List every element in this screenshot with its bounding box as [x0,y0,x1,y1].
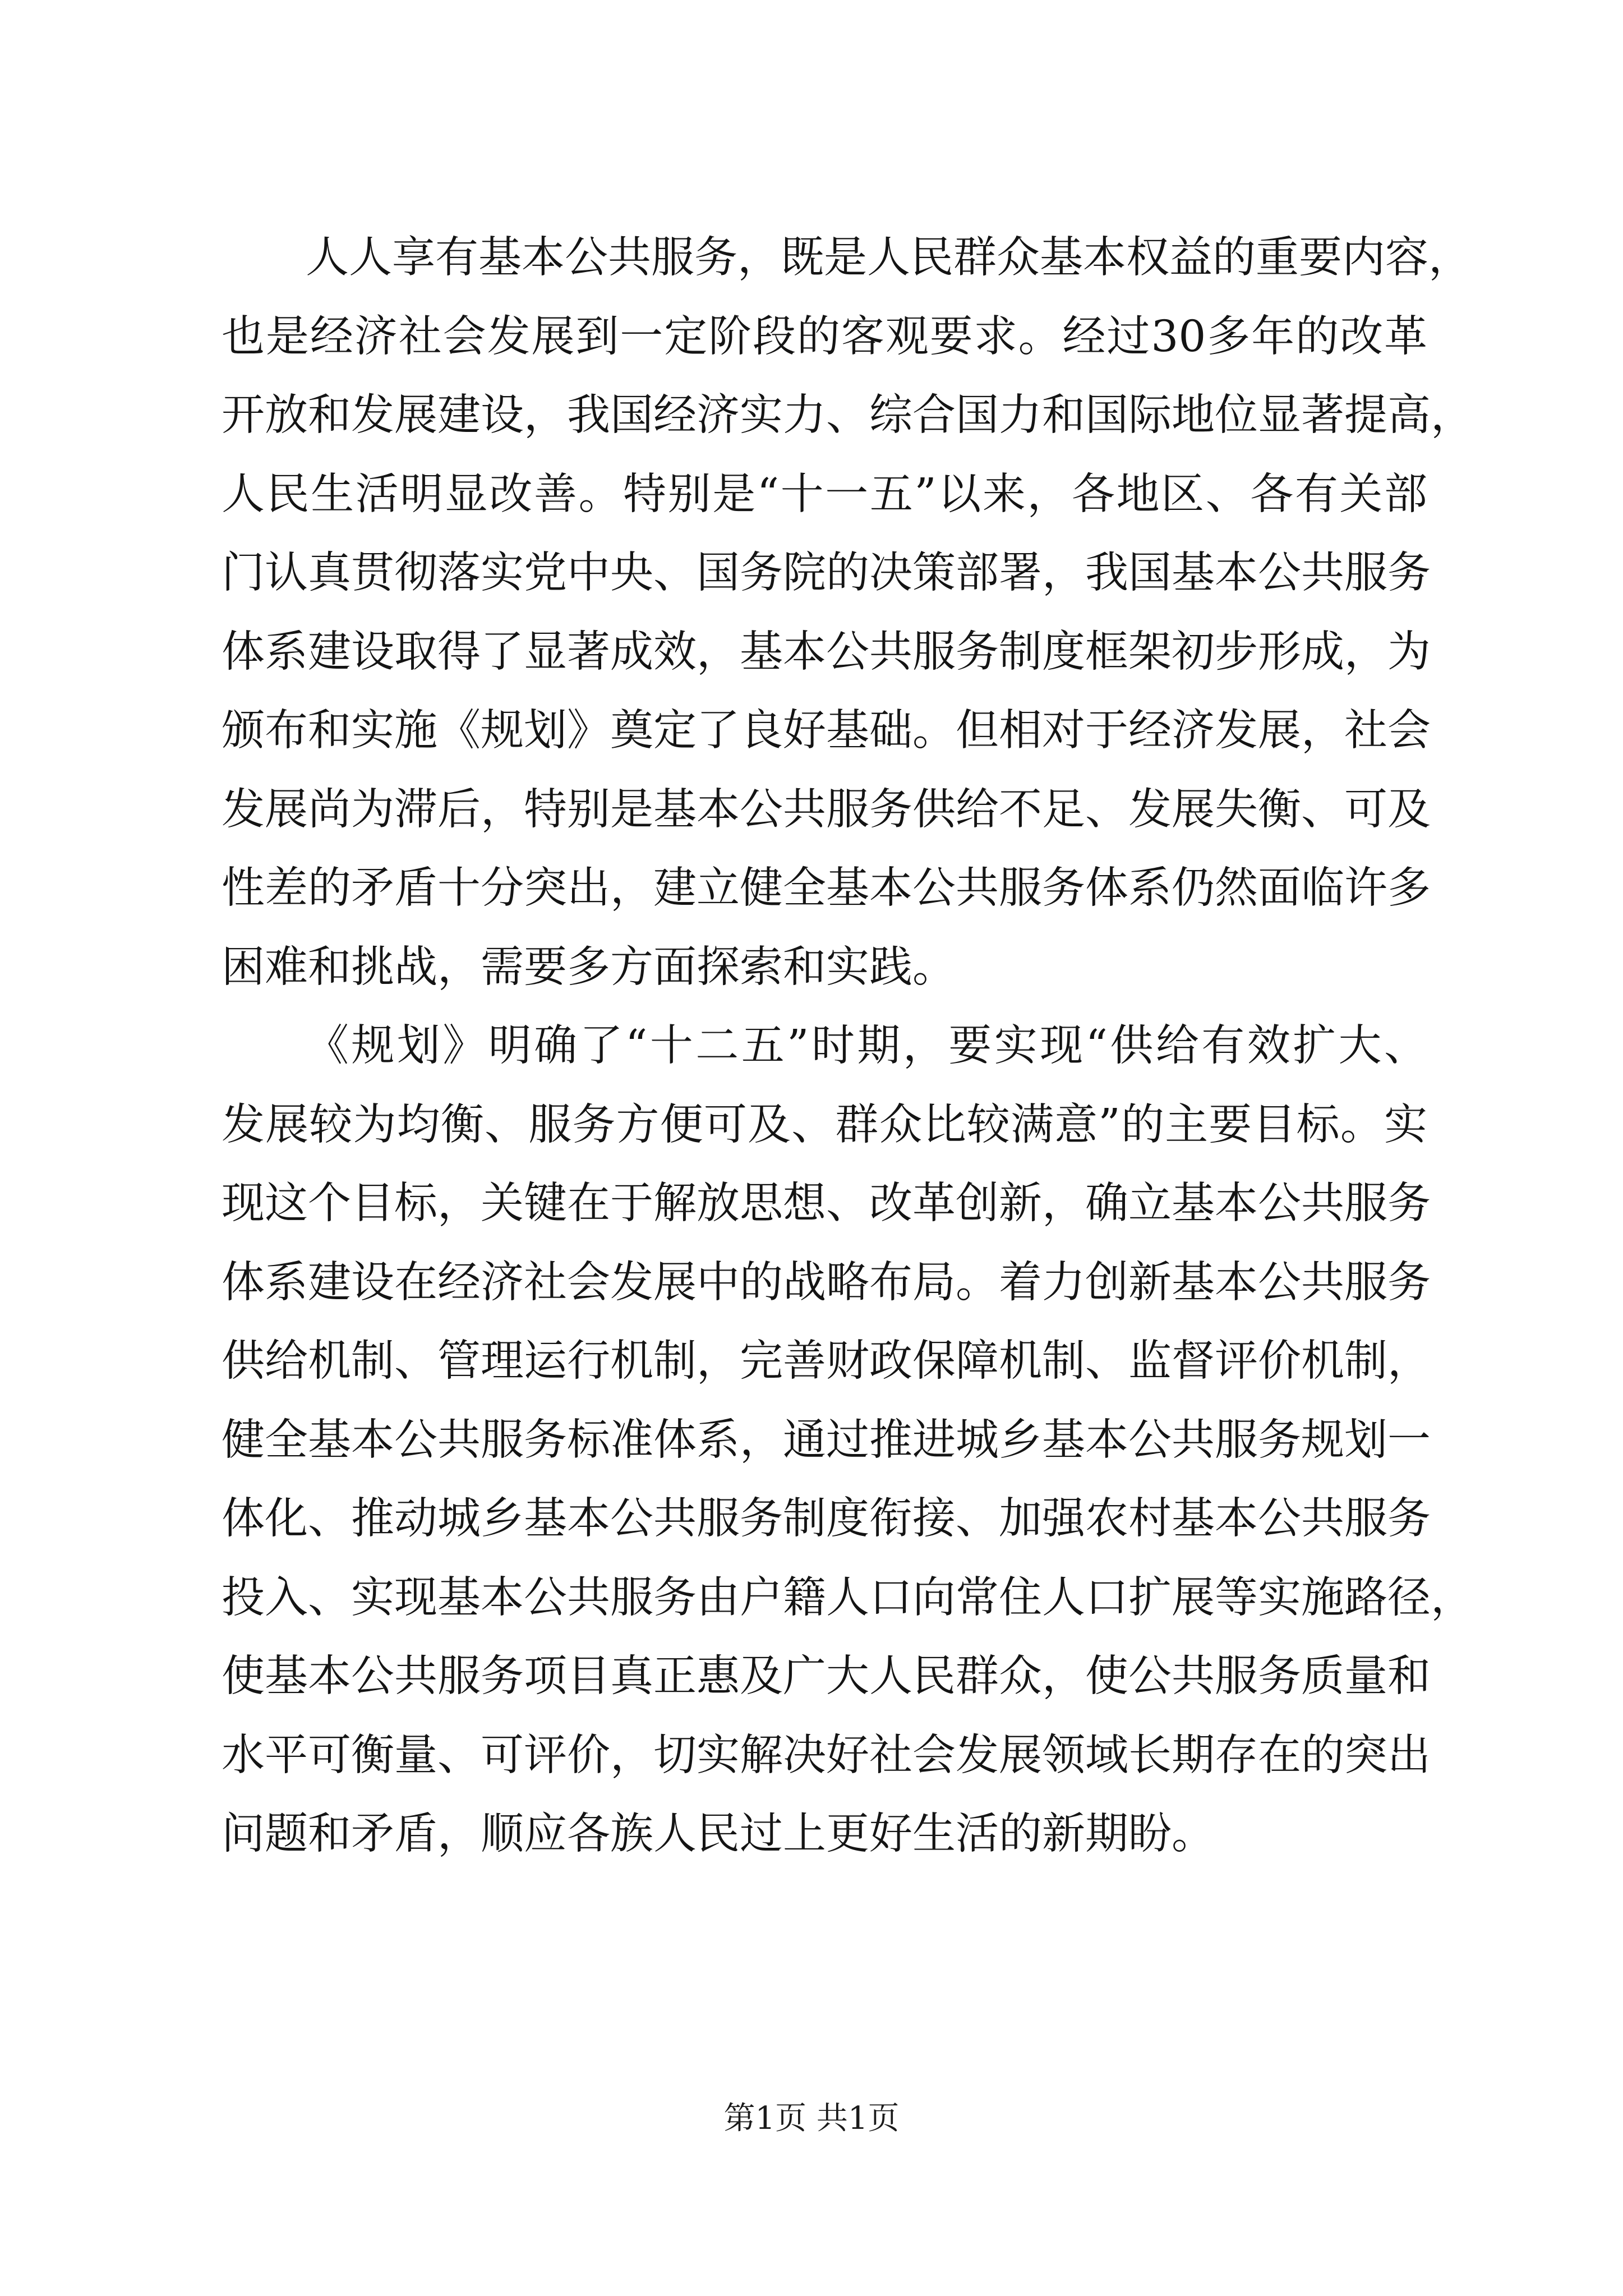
text-line: 发展较为均衡、服务方便可及、群众比较满意”的主要目标。实 [222,1099,1427,1150]
text-line: 困难和挑战，需要多方面探索和实践。 [222,942,956,992]
text-line: 开放和发展建设，我国经济实力、综合国力和国际地位显著提高， [222,390,1474,440]
text-line: 门认真贯彻落实党中央、国务院的决策部署，我国基本公共服务 [222,548,1431,598]
text-line: 供给机制、管理运行机制，完善财政保障机制、监督评价机制， [222,1336,1431,1386]
text-line: 《规划》明确了“十二五”时期，要实现“供给有效扩大、 [306,1021,1427,1071]
text-line: 使基本公共服务项目真正惠及广大人民群众，使公共服务质量和 [222,1651,1431,1701]
text-line: 性差的矛盾十分突出，建立健全基本公共服务体系仍然面临许多 [222,863,1431,913]
text-line: 体系建设取得了显著成效，基本公共服务制度框架初步形成，为 [222,627,1431,677]
text-line: 颁布和实施《规划》奠定了良好基础。但相对于经济发展，社会 [222,706,1431,756]
text-line: 发展尚为滞后，特别是基本公共服务供给不足、发展失衡、可及 [222,784,1431,835]
body-text [222,219,1474,1874]
paragraph-2 [222,1007,1474,1874]
text-line: 现这个目标，关键在于解放思想、改革创新，确立基本公共服务 [222,1179,1431,1228]
text-line: 投入、实现基本公共服务由户籍人口向常住人口扩展等实施路径， [222,1572,1474,1623]
text-line: 体系建设在经济社会发展中的战略布局。着力创新基本公共服务 [222,1257,1431,1308]
text-line: 人人享有基本公共服务，既是人民群众基本权益的重要内容， [306,233,1472,283]
text-line: 也是经济社会发展到一定阶段的客观要求。经过30多年的改革 [222,311,1427,362]
text-line: 体化、推动城乡基本公共服务制度衔接、加强农村基本公共服务 [222,1494,1431,1544]
page-footer: 第1页 共1页 [723,2100,900,2137]
paragraph-1 [222,219,1474,1007]
text-line: 人民生活明显改善。特别是“十一五”以来，各地区、各有关部 [222,469,1427,519]
text-line: 健全基本公共服务标准体系，通过推进城乡基本公共服务规划一 [222,1415,1431,1465]
text-line: 问题和矛盾，顺应各族人民过上更好生活的新期盼。 [222,1809,1215,1859]
text-line: 水平可衡量、可评价，切实解决好社会发展领域长期存在的突出 [222,1730,1431,1780]
